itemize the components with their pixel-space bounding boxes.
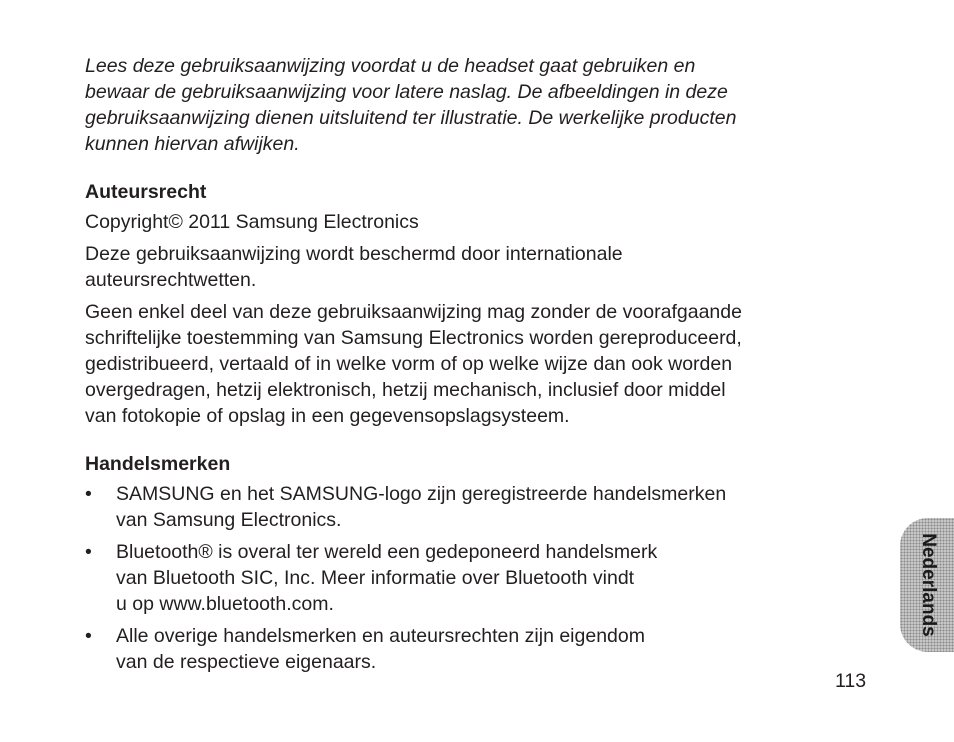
- copyright-text: Copyright© 2011 Samsung Electronics: [85, 211, 419, 233]
- copyright-line: [85, 209, 845, 235]
- list-item: [85, 623, 845, 675]
- intro-line: gebruiksaanwijzing dienen uitsluitend ter illustratie. De werkelijke producten: [85, 107, 737, 129]
- page-number: 113: [835, 670, 867, 692]
- trademarks-list: [85, 481, 845, 675]
- list-item-line: u op www.bluetooth.com.: [116, 593, 334, 615]
- paragraph-line: Geen enkel deel van deze gebruiksaanwijzing mag zonder de voorafgaande: [85, 301, 742, 323]
- trademarks-heading: Handelsmerken: [85, 453, 231, 475]
- language-tab-label: Nederlands: [918, 533, 939, 637]
- page-content: [85, 53, 845, 681]
- list-item-line: SAMSUNG en het SAMSUNG-logo zijn geregistreerde handelsmerken: [116, 483, 727, 505]
- paragraph-line: overgedragen, hetzij elektronisch, hetzij mechanisch, inclusief door middel: [85, 379, 726, 401]
- paragraph-line: van fotokopie of opslag in een gegevensopslagsysteem.: [85, 405, 570, 427]
- intro-line: kunnen hiervan afwijken.: [85, 133, 300, 155]
- intro-paragraph: [85, 53, 845, 157]
- list-item: [85, 539, 845, 617]
- list-item: [85, 481, 845, 533]
- list-item-line: Bluetooth® is overal ter wereld een gedeponeerd handelsmerk: [116, 541, 658, 563]
- list-item-line: van Bluetooth SIC, Inc. Meer informatie over Bluetooth vindt: [116, 567, 635, 589]
- paragraph-line: gedistribueerd, vertaald of in welke vorm of op welke wijze dan ook worden: [85, 353, 733, 375]
- list-item-line: van Samsung Electronics.: [116, 509, 342, 531]
- list-item-line: van de respectieve eigenaars.: [116, 651, 377, 673]
- intro-line: bewaar de gebruiksaanwijzing voor latere naslag. De afbeeldingen in deze: [85, 81, 728, 103]
- intro-line: Lees deze gebruiksaanwijzing voordat u de headset gaat gebruiken en: [85, 55, 696, 77]
- paragraph-line: Deze gebruiksaanwijzing wordt beschermd door internationale: [85, 243, 623, 265]
- paragraph-line: schriftelijke toestemming van Samsung Electronics worden gereproduceerd,: [85, 327, 742, 349]
- copyright-heading: Auteursrecht: [85, 181, 207, 203]
- bullet-icon: •: [85, 625, 92, 647]
- paragraph-line: auteursrechtwetten.: [85, 269, 257, 291]
- list-item-line: Alle overige handelsmerken en auteursrechten zijn eigendom: [116, 625, 645, 647]
- reproduction-paragraph: [85, 299, 845, 429]
- copyright-protection-paragraph: [85, 241, 845, 293]
- bullet-icon: •: [85, 483, 92, 505]
- bullet-icon: •: [85, 541, 92, 563]
